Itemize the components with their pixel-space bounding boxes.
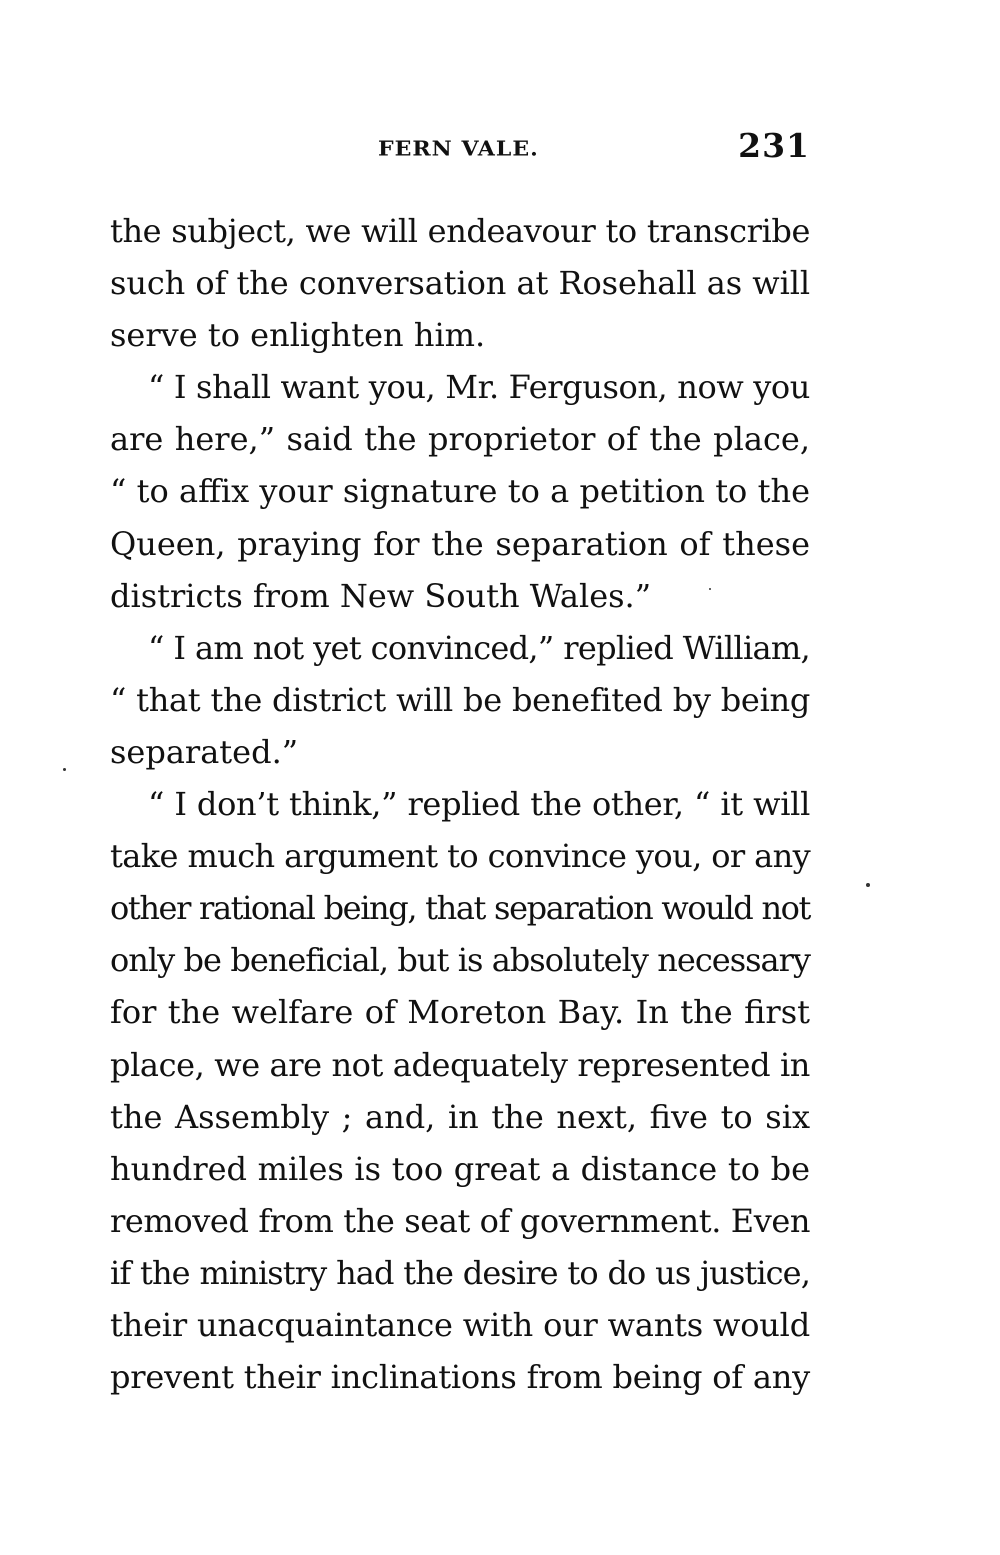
text-line: the Assembly ; and, in the next, five to six: [110, 1097, 810, 1136]
text-line: separated.”: [110, 732, 299, 771]
text-line: hundred miles is too great a distance to be: [110, 1149, 810, 1188]
text-line: take much argument to convince you, or any: [110, 837, 811, 876]
text-line: “ I shall want you, Mr. Ferguson, now you: [148, 368, 810, 407]
text-line: prevent their inclinations from being of any: [110, 1358, 811, 1397]
text-line: if the ministry had the desire to do us justice,: [110, 1253, 810, 1292]
running-head: [110, 126, 810, 176]
page-number: 231: [738, 126, 810, 165]
text-line: other rational being, that separation would not: [110, 889, 810, 928]
text-line: districts from New South Wales.”: [110, 576, 652, 615]
text-line: such of the conversation at Rosehall as will: [110, 264, 810, 303]
text-line: only be beneficial, but is absolutely necessary: [110, 941, 810, 980]
text-line: serve to enlighten him.: [110, 316, 486, 355]
text-line: place, we are not adequately represented in: [110, 1045, 810, 1084]
print-speck: [63, 768, 66, 771]
text-line: Queen, praying for the separation of these: [110, 524, 810, 563]
text-line: “ I don’t think,” replied the other, “ it will: [148, 785, 810, 824]
text-line: removed from the seat of government. Even: [110, 1201, 811, 1240]
text-line: their unacquaintance with our wants would: [110, 1305, 810, 1344]
text-line: the subject, we will endeavour to transcribe: [110, 212, 810, 250]
running-title: FERN VALE.: [378, 137, 539, 161]
body-text: [110, 205, 810, 1403]
text-line: are here,” said the proprietor of the place,: [110, 420, 810, 459]
print-speck: [866, 883, 870, 887]
text-line: “ I am not yet convinced,” replied William,: [148, 628, 810, 667]
print-speck: [709, 588, 711, 590]
text-line: “ that the district will be benefited by being: [110, 680, 810, 719]
text-line: for the welfare of Moreton Bay. In the first: [110, 993, 810, 1032]
text-line: “ to affix your signature to a petition to the: [110, 472, 810, 511]
